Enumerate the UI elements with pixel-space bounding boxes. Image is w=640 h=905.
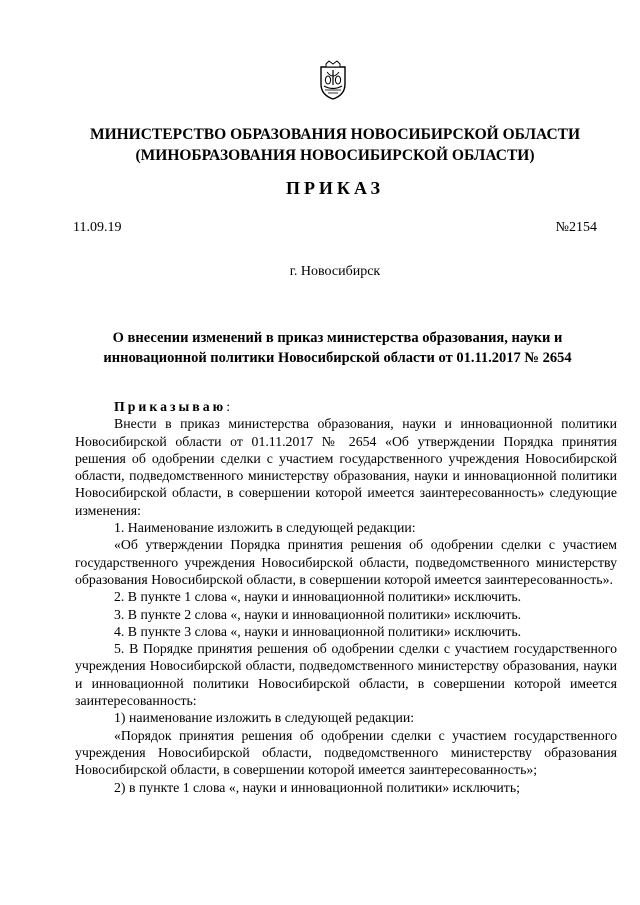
document-city: г. Новосибирск [289,264,381,279]
paragraph-item-3: 3. В пункте 2 слова «, науки и инновационной политики» исключить. [114,606,522,622]
paragraph-preamble: Внести в приказ министерства образования, науки и инновационной политики Новосибирской области от 01.11.2017 № 2654 «Об утверждении Порядка принятия решения об одобрении сделки с участием государственного учреждения Новосибирской области, подведомственного министерству образования, науки и инновационной политики Новосибирской области, в совершении которой имеется заинтересованность» следующие изменения: [75,416,617,518]
paragraph-quote-2: «Порядок принятия решения об одобрении сделки с участием государственного учреждения Новосибирской области, подведомственного министерству образования Новосибирской области, в совершении которой имеется заинтересованность»; [75,727,617,778]
paragraph-item-2: 2. В пункте 1 слова «, науки и инновационной политики» исключить. [114,589,522,605]
order-colon: : [226,399,231,414]
ministry-name: МИНИСТЕРСТВО ОБРАЗОВАНИЯ НОВОСИБИРСКОЙ ОБЛАСТИ [89,126,581,143]
paragraph-item-1: 1. Наименование изложить в следующей редакции: [114,520,416,536]
ministry-header [60,124,610,166]
paragraph-subitem-2: 2) в пункте 1 слова «, науки и инновационной политики» исключить; [114,779,520,795]
document-type: ПРИКАЗ [285,178,385,198]
paragraph-item-5: 5. В Порядке принятия решения об одобрении сделки с участием государственного учреждения Новосибирской области, подведомственного министерству образования, науки и инновационной политики Новосибирской области, в совершении которой имеется заинтересованность: [75,641,617,709]
document-date: 11.09.19 [73,220,122,235]
document-body [75,398,617,796]
paragraph-item-4: 4. В пункте 3 слова «, науки и инновационной политики» исключить. [114,623,522,639]
paragraph-quote-1: «Об утверждении Порядка принятия решения об одобрении сделки с участием государственного учреждения Новосибирской области, подведомственного министерству образования Новосибирской области, в совершении которой имеется заинтересованность». [75,537,617,587]
document-number: №2154 [555,220,597,235]
title-line-1: О внесении изменений в приказ министерства образования, науки и [112,330,563,346]
ministry-short-name: (МИНОБРАЗОВАНИЯ НОВОСИБИРСКОЙ ОБЛАСТИ) [135,147,535,164]
title-line-2: инновационной политики Новосибирской области от 01.11.2017 № 2654 [103,350,572,366]
order-heading [75,398,617,415]
coat-of-arms-icon [318,60,348,100]
order-word: Приказываю [114,399,227,414]
paragraph-subitem-1: 1) наименование изложить в следующей редакции: [114,710,415,726]
document-title [60,328,615,368]
